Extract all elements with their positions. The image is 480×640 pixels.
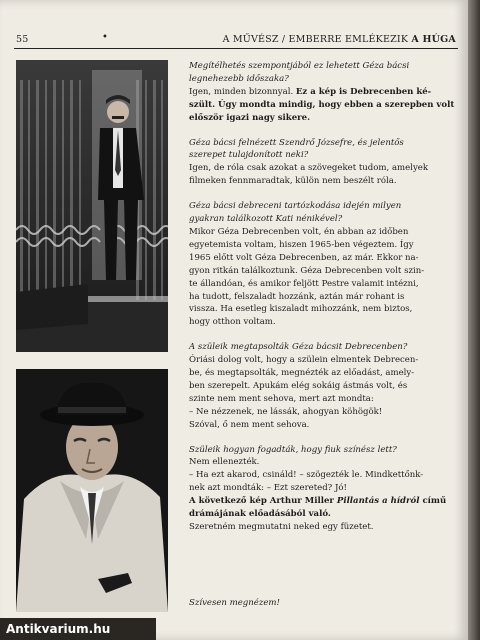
question-text: Géza bácsi debreceni tartózkodása idején milyen xyxy=(189,201,402,212)
caption-text: először igazi nagy sikere. xyxy=(189,112,311,123)
answer-text: – Ne nézzenek, ne lássák, ahogyan köhögök! xyxy=(189,406,383,417)
question-text: A szüleik megtapsolták Géza bácsit Debrecenben? xyxy=(189,342,408,353)
paragraph-4 xyxy=(189,341,461,431)
photo-actor-in-hat-and-trenchcoat xyxy=(16,369,168,612)
answer-text: Szóval, ő nem ment sehova. xyxy=(189,419,310,430)
caption-text: Ez a kép is Debrecenben ké- xyxy=(295,86,432,97)
answer-text: – Ha ezt akarod, csináld! – szögezték le. Mindkettőnk- xyxy=(189,470,424,481)
answer-text: te állandóan, és amikor feljött Pestre valamit intézni, xyxy=(189,278,419,289)
running-header xyxy=(14,32,458,49)
answer-text: 1965 előtt volt Géza Debrecenben, az már. Ekkor na- xyxy=(189,252,419,263)
question-text: Szüleik hogyan fogadták, hogy fiuk színész lett? xyxy=(189,444,397,455)
caption-text: A következő kép Arthur Miller Pillantás a hídról című xyxy=(189,496,447,507)
answer-text: gyon ritkán találkoztunk. Géza Debrecenben volt szin- xyxy=(189,265,425,276)
header-title: A MŰVÉSZ / EMBERRE EMLÉKEZIK A HÚGA xyxy=(222,34,456,45)
question-text: szerepet tulajdonított neki? xyxy=(189,150,309,161)
paragraph-3 xyxy=(189,200,461,329)
closing-line: Szívesen megnézem! xyxy=(189,598,280,608)
paragraph-1 xyxy=(189,60,461,125)
question-text: legnehezebb időszaka? xyxy=(189,73,289,84)
question-text: gyakran találkozott Kati nénikével? xyxy=(189,214,343,225)
question-text: Megítélhetés szempontjából ez lehetett Géza bácsi xyxy=(189,61,410,71)
answer-text: Igen, minden bizonnyal. xyxy=(189,86,296,97)
caption-text: szült. Úgy mondta mindig, hogy ebben a szerepben volt xyxy=(189,99,455,110)
header-dot: • xyxy=(102,32,109,43)
answer-text: ben szerepelt. Apukám elég sokáig ástmás volt, és xyxy=(189,380,408,391)
answer-text: egyetemista voltam, hiszen 1965-ben végeztem. Így xyxy=(189,239,414,250)
book-edge xyxy=(468,0,480,640)
answer-text: Igen, de róla csak azokat a szövegeket tudom, amelyek xyxy=(189,163,429,174)
watermark: Antikvarium.hu xyxy=(0,618,156,640)
answer-text: Mikor Géza Debrecenben volt, én abban az időben xyxy=(189,226,409,237)
answer-text: ha tudott, felszaladt hozzánk, aztán már rohant is xyxy=(189,291,405,302)
answer-text: nek azt mondták: – Ezt szereted? Jó! xyxy=(189,483,347,494)
answer-text: hogy otthon voltam. xyxy=(189,317,276,328)
paragraph-5 xyxy=(189,444,461,534)
answer-text: Nem ellenezték. xyxy=(189,457,260,468)
photo-actor-on-stage xyxy=(16,60,168,352)
question-text: Géza bácsi felnézett Szendrő Józsefre, és jelentős xyxy=(189,137,404,148)
answer-text: filmeken fennmaradtak, külön nem beszélt róla. xyxy=(189,176,397,187)
answer-text: szinte nem ment sehova, mert azt mondta: xyxy=(189,393,374,404)
answer-text: Óriási dolog volt, hogy a szülein elmentek Debrecen- xyxy=(189,355,419,366)
answer-text: vissza. Ha esetleg kiszaladt mihozzánk, nem biztos, xyxy=(189,304,413,315)
answer-text: Szeretném megmutatni neked egy füzetet. xyxy=(189,522,374,532)
interview-text xyxy=(189,60,461,534)
answer-text: be, és megtapsolták, megnézték az előadást, amely- xyxy=(189,368,415,379)
paragraph-2 xyxy=(189,137,461,189)
caption-text: drámájának előadásából való. xyxy=(189,509,331,520)
page-number: 55 xyxy=(16,34,29,45)
